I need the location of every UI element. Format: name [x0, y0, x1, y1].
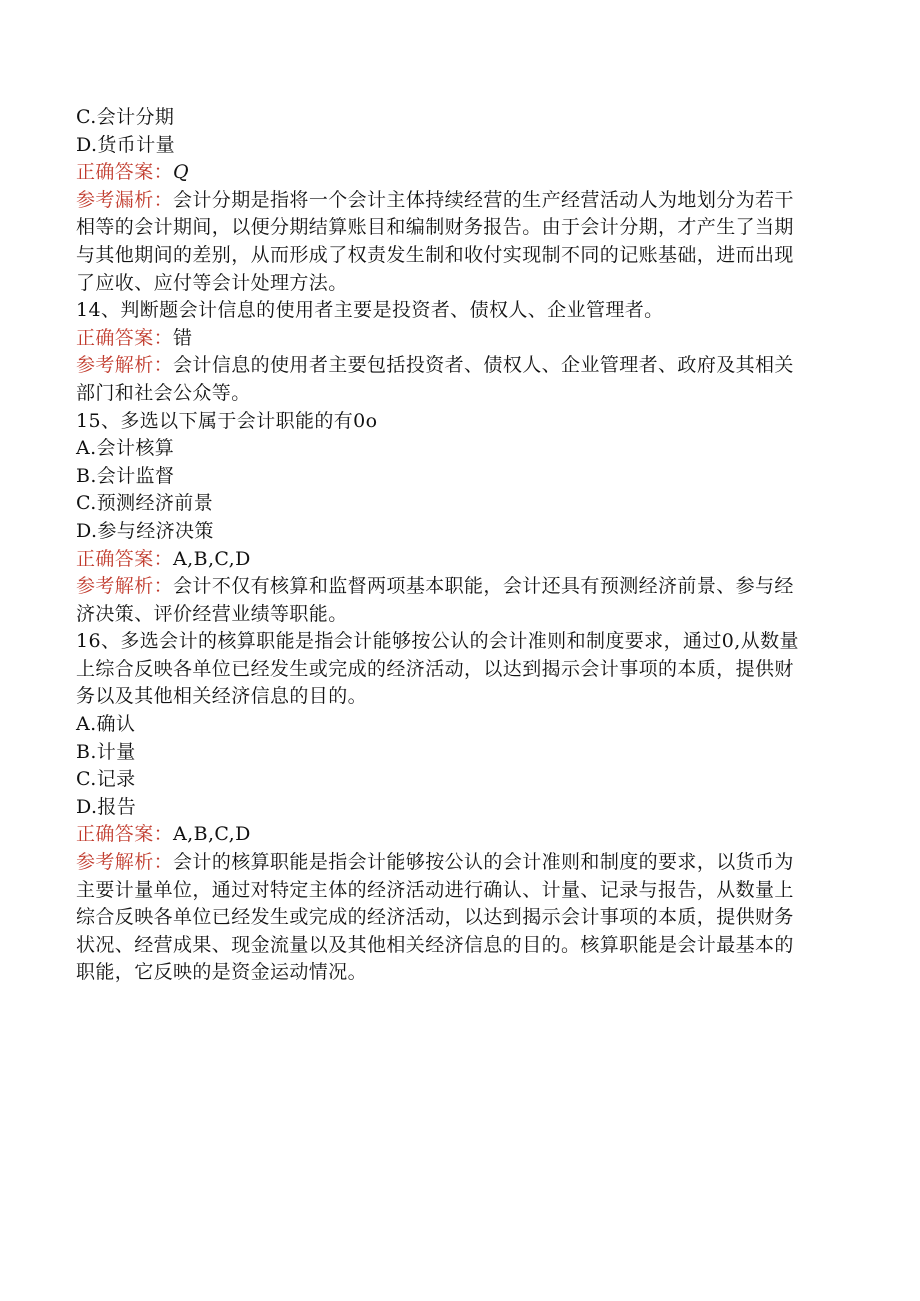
document-body — [76, 104, 836, 987]
answer-label: 正确答案： — [76, 161, 174, 184]
q15-option-d: D.参与经济决策 — [76, 519, 214, 542]
q15-option-b: B.会计监督 — [76, 464, 175, 487]
q13-option-d: D.货币计量 — [76, 133, 175, 156]
q14-analysis-line — [76, 352, 836, 380]
q14-answer — [76, 325, 836, 353]
analysis-text: 会计不仅有核算和监督两项基本职能，会计还具有预测经济前景、参与经 — [173, 575, 794, 598]
q13-answer — [76, 159, 836, 187]
q16-analysis-line: 综合反映各单位已经发生或完成的经济活动，以达到揭示会计事项的本质，提供财务 — [76, 906, 794, 929]
answer-label: 正确答案： — [76, 326, 174, 349]
answer-value: A,B,C,D — [173, 823, 251, 846]
analysis-label: 参考漏析： — [76, 188, 174, 211]
answer-label: 正确答案： — [76, 823, 174, 846]
q15-option-c: C.预测经济前景 — [76, 492, 214, 515]
q16-option-b: B.计量 — [76, 740, 136, 763]
answer-value: A,B,C,D — [173, 547, 251, 570]
q15-analysis-line: 济决策、评价经营业绩等职能。 — [76, 602, 348, 625]
answer-value: 错 — [173, 326, 193, 349]
q16-question-line: 务以及其他相关经济信息的目的。 — [76, 685, 368, 708]
answer-label: 正确答案： — [76, 547, 174, 570]
analysis-text: 会计信息的使用者主要包括投资者、债权人、企业管理者、政府及其相关 — [173, 354, 794, 377]
analysis-label: 参考解析： — [76, 354, 174, 377]
q16-analysis-line — [76, 849, 836, 877]
q13-analysis-line: 相等的会计期间，以便分期结算账目和编制财务报告。由于会计分期，才产生了当期 — [76, 216, 794, 239]
q16-answer — [76, 821, 836, 849]
q15-option-a: A.会计核算 — [76, 437, 175, 460]
analysis-label: 参考解析： — [76, 851, 174, 874]
q14-analysis-line: 部门和社会公众等。 — [76, 381, 251, 404]
q16-option-d: D.报告 — [76, 795, 137, 818]
q13-analysis-line: 了应收、应付等会计处理方法。 — [76, 271, 348, 294]
q16-option-a: A.确认 — [76, 713, 136, 736]
q13-option-c: C.会计分期 — [76, 106, 175, 128]
q16-question-line: 16、多选会计的核算职能是指会计能够按公认的会计准则和制度要求，通过0,从数量 — [76, 630, 799, 653]
q16-analysis-line: 主要计量单位，通过对特定主体的经济活动进行确认、计量、记录与报告，从数量上 — [76, 878, 794, 901]
analysis-text: 会计的核算职能是指会计能够按公认的会计准则和制度的要求，以货币为 — [173, 851, 794, 874]
q16-question-line: 上综合反映各单位已经发生或完成的经济活动，以达到揭示会计事项的本质，提供财 — [76, 657, 794, 680]
q16-analysis-line: 状况、经营成果、现金流量以及其他相关经济信息的目的。核算职能是会计最基本的 — [76, 933, 794, 956]
q15-question: 15、多选以下属于会计职能的有0o — [76, 409, 378, 432]
q15-analysis-line — [76, 573, 836, 601]
analysis-text: 会计分期是指将一个会计主体持续经营的生产经营活动人为地划分为若干 — [173, 188, 794, 211]
q13-analysis-line — [76, 187, 836, 215]
q15-answer — [76, 546, 836, 574]
answer-value: Q — [173, 161, 189, 184]
q16-analysis-line: 职能，它反映的是资金运动情况。 — [76, 961, 368, 984]
q14-question: 14、判断题会计信息的使用者主要是投资者、债权人、企业管理者。 — [76, 299, 664, 322]
q16-option-c: C.记录 — [76, 768, 136, 791]
analysis-label: 参考解析： — [76, 575, 174, 598]
q13-analysis-line: 与其他期间的差别，从而形成了权责发生制和收付实现制不同的记账基础，进而出现 — [76, 243, 794, 266]
